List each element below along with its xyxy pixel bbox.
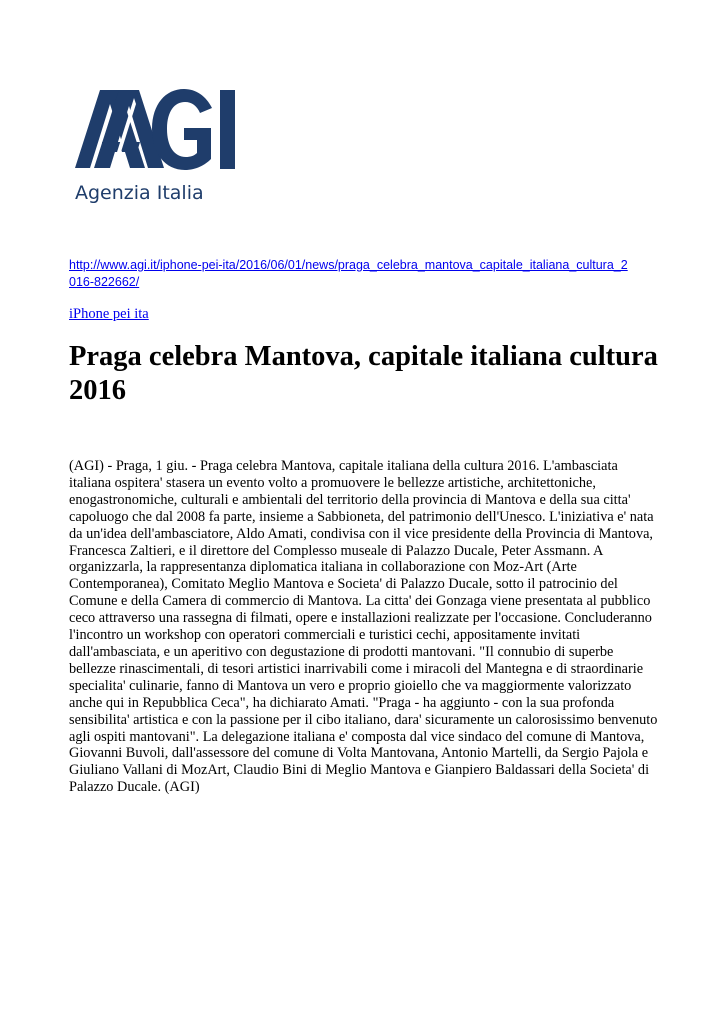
article-headline: Praga celebra Mantova, capitale italiana cultura 2016	[69, 341, 658, 406]
section-link[interactable]: iPhone pei ita	[69, 306, 149, 322]
agi-logo	[72, 84, 257, 214]
agi-logo-icon	[72, 84, 257, 214]
source-url-link[interactable]: http://www.agi.it/iphone-pei-ita/2016/06/01/news/praga_celebra_mantova_capitale_italiana_cultura_2016-822662/	[69, 258, 628, 289]
article-body: (AGI) - Praga, 1 giu. - Praga celebra Mantova, capitale italiana della cultura 2016. L'ambasciata italiana ospitera' stasera un evento volto a promuovere le bellezze artistiche, architettoniche, enogastronomiche, culturali e ambientali del territorio della provincia di Mantova e della sua citta' capoluogo che dal 2008 fa parte, insieme a Sabbioneta, del patrimonio dell'Unesco. L'iniziativa e' nata da un'idea dell'ambasciatore, Aldo Amati, condivisa con il vice presidente della Provincia di Mantova, Francesca Zaltieri, e il direttore del Complesso museale di Palazzo Ducale, Peter Assmann. A organizzarla, la rappresentanza diplomatica italiana in collaborazione con Moz-Art (Arte Contemporanea), Comitato Meglio Mantova e Societa' di Palazzo Ducale, sotto il patrocinio del Comune e della Camera di commercio di Mantova. La citta' dei Gonzaga viene presentata al pubblico ceco attraverso una rassegna di filmati, opere e installazioni realizzate per l'occasione. Concluderanno l'incontro un workshop con operatori commerciali e turistici cechi, appositamente invitati dall'ambasciata, e un aperitivo con degustazione di prodotti mantovani. "Il connubio di superbe bellezze rinascimentali, di tesori artistici inarrivabili come i miracoli del Mantegna e di straordinarie specialita' culinarie, fanno di Mantova un vero e proprio gioiello che va maggiormente valorizzato anche qui in Repubblica Ceca", ha dichiarato Amati. "Praga - ha aggiunto - con la sua profonda sensibilita' artistica e con la passione per il cibo italiano, dara' sicuramente un calorosissimo benvenuto agli ospiti mantovani". La delegazione italiana e' composta dal vice sindaco del comune di Mantova, Giovanni Buvoli, dall'assessore del comune di Volta Mantovana, Antonio Martelli, da Sergio Pajola e Giuliano Vallani di MozArt, Claudio Bini di Meglio Mantova e Gianpiero Baldassari della Societa' di Palazzo Ducale. (AGI)	[69, 458, 658, 796]
logo-tagline: Agenzia Italia	[75, 182, 204, 204]
